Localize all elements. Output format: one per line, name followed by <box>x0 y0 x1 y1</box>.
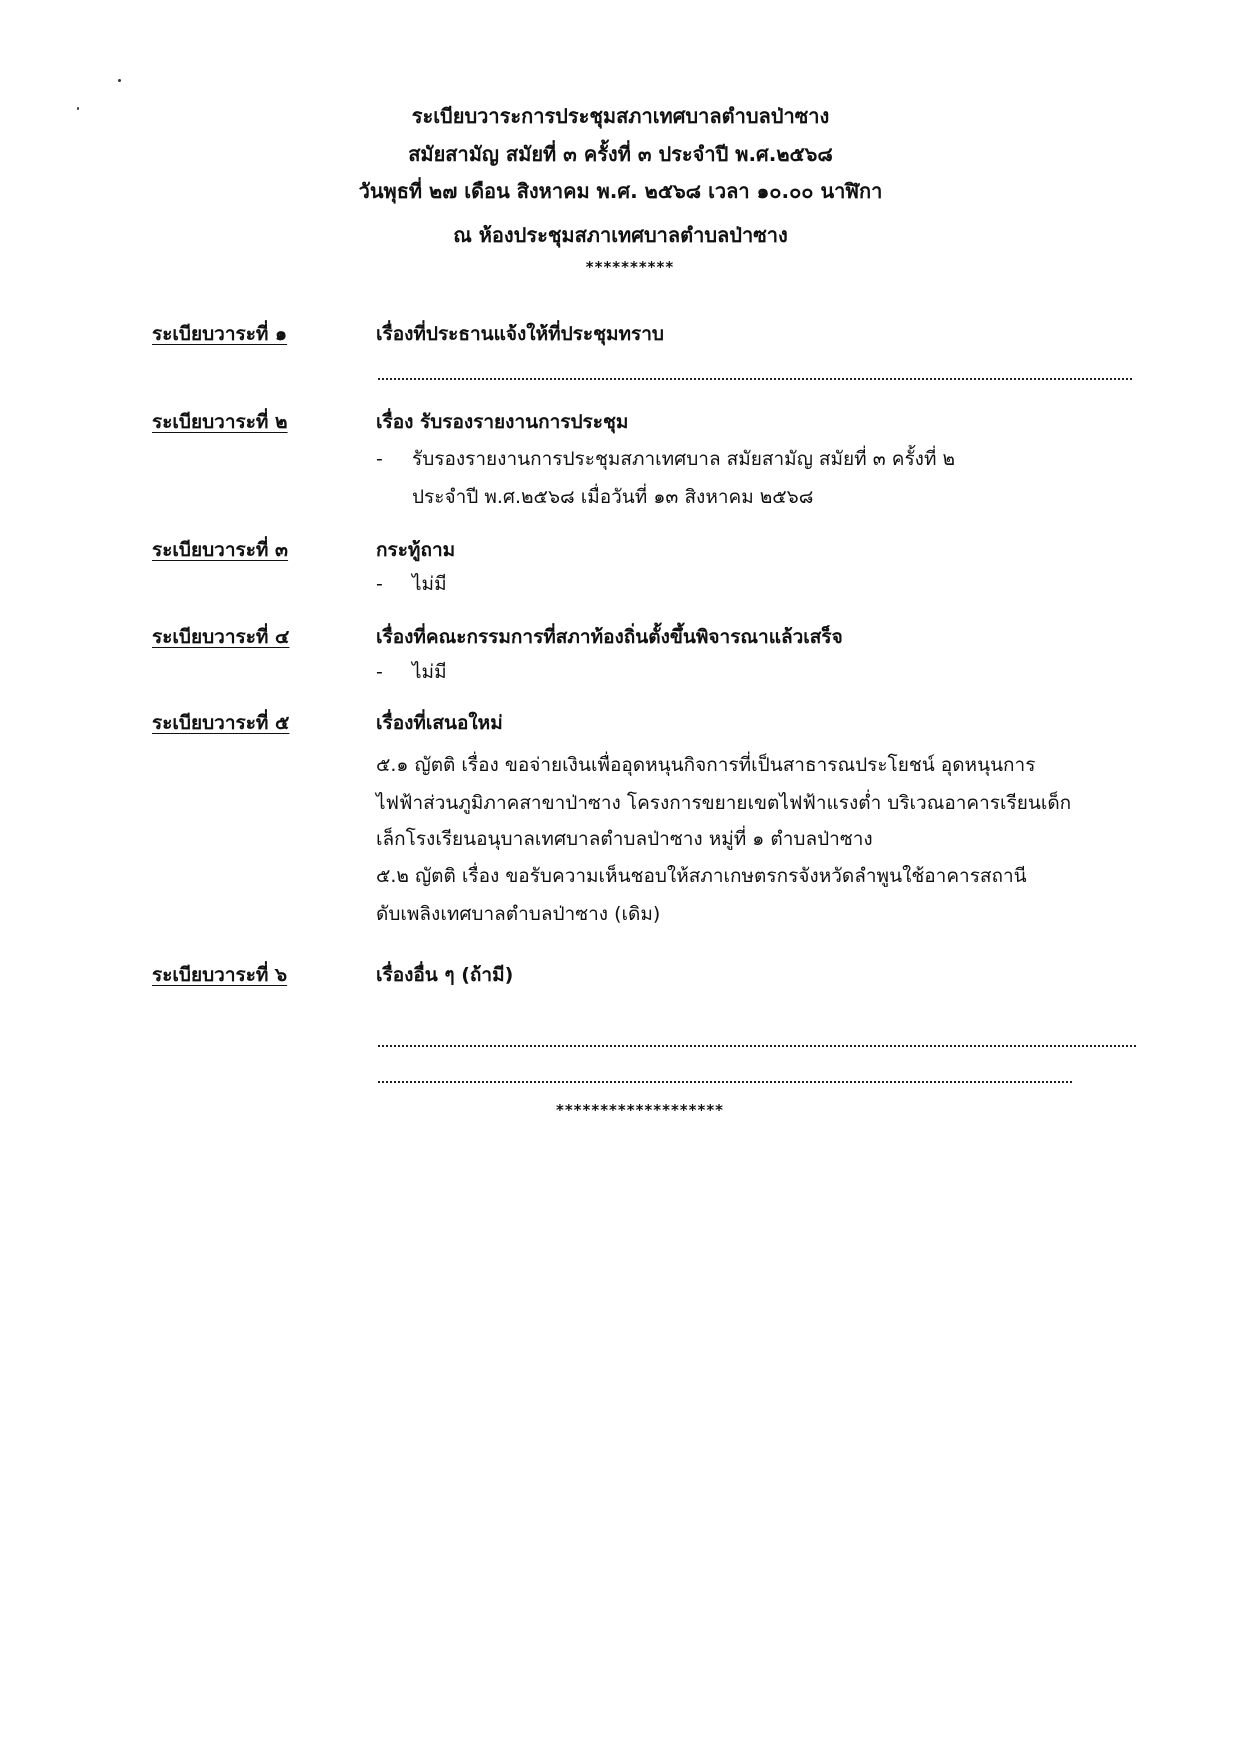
scan-speck <box>118 79 121 82</box>
agenda-3-dash: - <box>376 573 383 595</box>
agenda-5-item-1-line-3: เล็กโรงเรียนอนุบาลเทศบาลตำบลป่าซาง หมู่ที่ ๑ ตำบลป่าซาง <box>376 828 873 850</box>
agenda-1-title: เรื่องที่ประธานแจ้งให้ที่ประชุมทราบ <box>376 323 664 345</box>
header-stars: ********** <box>585 258 675 276</box>
agenda-6-blank-line-1 <box>378 1045 1136 1047</box>
agenda-6-title: เรื่องอื่น ๆ (ถ้ามี) <box>376 964 514 986</box>
header-session: สมัยสามัญ สมัยที่ ๓ ครั้งที่ ๓ ประจำปี พ.ศ.๒๕๖๘ <box>408 142 833 166</box>
agenda-5-label: ระเบียบวาระที่ ๕ <box>152 712 290 734</box>
agenda-5-item-2-line-1: ๕.๒ ญัตติ เรื่อง ขอรับความเห็นชอบให้สภาเกษตรกรจังหวัดลำพูนใช้อาคารสถานี <box>376 865 1027 887</box>
agenda-2-detail-line-1: รับรองรายงานการประชุมสภาเทศบาล สมัยสามัญ สมัยที่ ๓ ครั้งที่ ๒ <box>412 448 956 470</box>
agenda-2-title: เรื่อง รับรองรายงานการประชุม <box>376 411 629 433</box>
agenda-2-label: ระเบียบวาระที่ ๒ <box>152 411 288 433</box>
agenda-2-dash: - <box>376 448 383 470</box>
header-title: ระเบียบวาระการประชุมสภาเทศบาลตำบลป่าซาง <box>411 104 830 128</box>
agenda-1-blank-line <box>378 378 1132 380</box>
agenda-5-item-2-line-2: ดับเพลิงเทศบาลตำบลป่าซาง (เดิม) <box>376 903 661 925</box>
agenda-4-detail: ไม่มี <box>412 661 447 683</box>
agenda-1-label: ระเบียบวาระที่ ๑ <box>152 323 288 345</box>
agenda-5-item-1-line-1: ๕.๑ ญัตติ เรื่อง ขอจ่ายเงินเพื่ออุดหนุนกิจการที่เป็นสาธารณประโยชน์ อุดหนุนการ <box>376 754 1036 776</box>
agenda-6-label: ระเบียบวาระที่ ๖ <box>152 964 288 986</box>
agenda-3-detail: ไม่มี <box>412 573 447 595</box>
agenda-5-title: เรื่องที่เสนอใหม่ <box>376 712 503 734</box>
agenda-4-title: เรื่องที่คณะกรรมการที่สภาท้องถิ่นตั้งขึ้นพิจารณาแล้วเสร็จ <box>376 626 843 648</box>
footer-stars: ******************* <box>555 1101 725 1119</box>
agenda-3-title: กระทู้ถาม <box>376 539 456 561</box>
agenda-4-dash: - <box>376 661 383 683</box>
header-location: ณ ห้องประชุมสภาเทศบาลตำบลป่าซาง <box>453 223 788 247</box>
header-date-time: วันพุธที่ ๒๗ เดือน สิงหาคม พ.ศ. ๒๕๖๘ เวลา ๑๐.๐๐ นาฬิกา <box>358 179 883 203</box>
agenda-6-blank-line-2 <box>378 1081 1072 1083</box>
agenda-2-detail-line-2: ประจำปี พ.ศ.๒๕๖๘ เมื่อวันที่ ๑๓ สิงหาคม ๒๕๖๘ <box>412 486 814 508</box>
agenda-5-item-1-line-2: ไฟฟ้าส่วนภูมิภาคสาขาป่าซาง โครงการขยายเขตไฟฟ้าแรงต่ำ บริเวณอาคารเรียนเด็ก <box>376 792 1072 814</box>
agenda-3-label: ระเบียบวาระที่ ๓ <box>152 539 289 561</box>
agenda-4-label: ระเบียบวาระที่ ๔ <box>152 626 290 648</box>
